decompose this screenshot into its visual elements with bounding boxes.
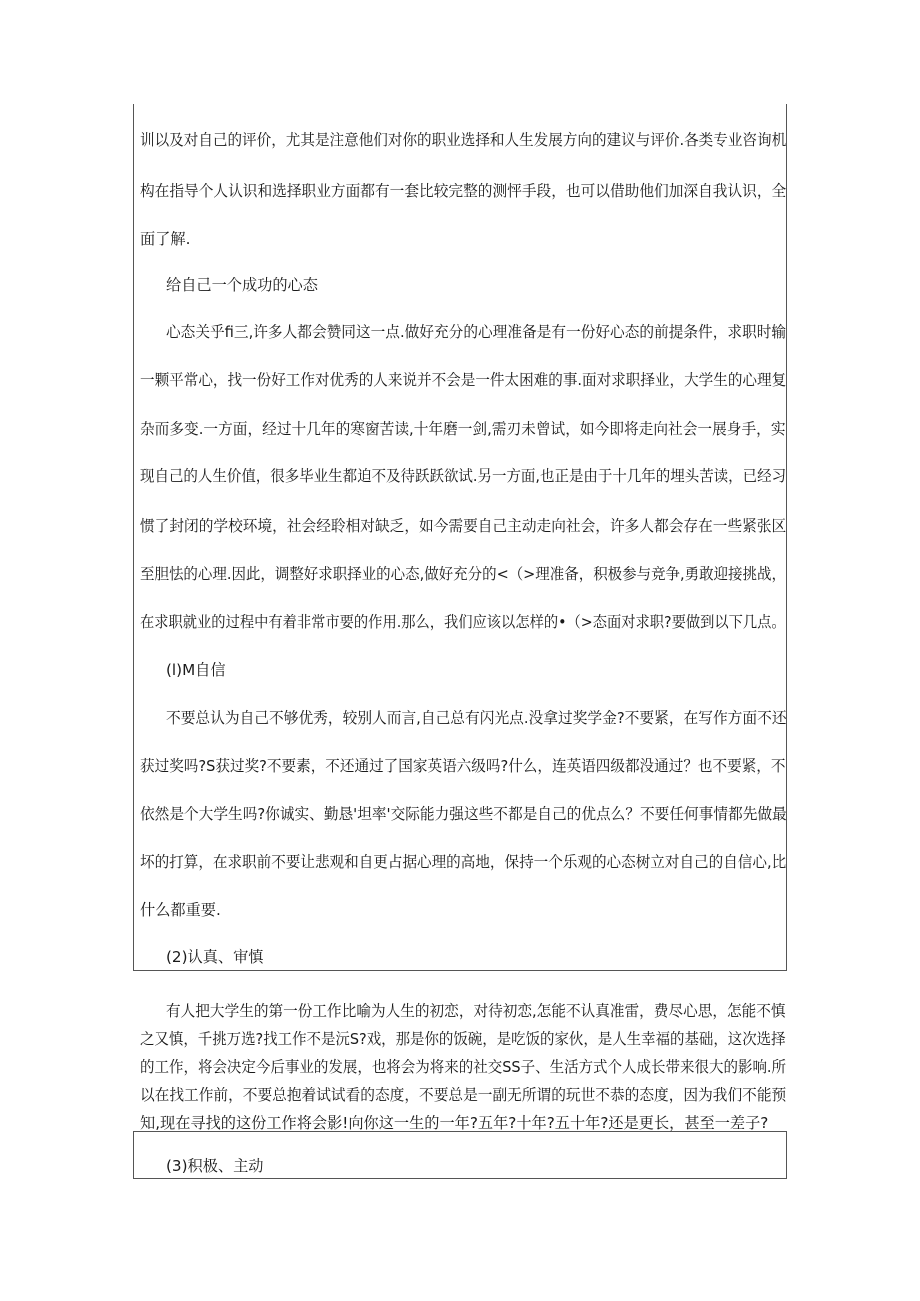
paragraph-line: 惯了封闭的学校环境，社会经聆相对缺乏，如今需要自己主动走向社会，许多人都会存在一些紧张区 (140, 517, 787, 535)
paragraph-line: 以在找工作前，不要总抱着试试看的态度，不要总是一副无所谓的玩世不恭的态度，因为我们不能预 (140, 1086, 787, 1104)
paragraph-line: 不要总认为自己不够优秀，较别人而言,自己总有闪光点.没拿过奖学金?不要紧，在写作方面不还 (166, 709, 787, 727)
paragraph-line: 在求职就业的过程中有着非常市要的作用.那么，我们应该以怎样的•（>态面对求职?要做到以下几点。 (140, 613, 786, 631)
paragraph-line: 训以及对自己的评价，尤其是注意他们对你的职业选择和人生发展方向的建议与评价.各类专业咨询机 (140, 131, 787, 149)
section-heading: (3)积极、主动 (166, 1157, 264, 1175)
paragraph-line: 依然是个大学生吗?你诚实、勤恳'坦率'交际能力强这些不都是自己的优点么？不要任何事情都先做最 (140, 805, 787, 823)
paragraph-line: 杂而多变.一方面，经过十几年的寒窗苦读,十年磨一剑,需刃未曾试，如今即将走向社会一展身手，实 (140, 420, 786, 438)
paragraph-line: 获过奖吗?S获过奖?不要素，不还通过了国家英语六级吗?什么，连英语四级都没通过？也不要紧，不 (140, 757, 786, 775)
paragraph-line: 至胆怯的心理.因此，调整好求职择业的心态,做好充分的<（>理准备，积极参与竞争,勇敢迎接挑战， (140, 565, 786, 583)
paragraph-line: 现自己的人生价值，很多毕业生都迫不及待跃跃欲试.另一方面,也正是由于十几年的埋头苦读，已经习 (140, 467, 787, 485)
section-heading: (l)M自信 (166, 661, 226, 679)
upper-bordered-block (133, 104, 787, 971)
paragraph-line: 一颗平常心，找一份好工作对优秀的人来说并不会是一件太困难的事.面对求职择业，大学生的心理复 (140, 371, 787, 389)
paragraph-line: 面了解. (140, 230, 191, 248)
paragraph-line: 有人把大学生的第一份工作比喻为人生的初恋，对待初恋,怎能不认真准雷，费尽心思，怎能不慎 (166, 1002, 786, 1020)
paragraph-line: 什么都重要. (140, 901, 221, 919)
section-heading: 给自己一个成功的心态 (166, 276, 318, 294)
paragraph-line: 心态关乎fi三,许多人都会赞同这一点.做好充分的心理准备是有一份好心态的前提条件，求职时输 (166, 323, 787, 341)
section-heading: (2)认真、审慎 (166, 948, 264, 966)
paragraph-line: 知,现在寻找的这份工作将会影!向你这一生的一年?五年?十年?五十年?还是更长，甚至一差子? (140, 1114, 769, 1132)
paragraph-line: 之又慎，千挑万选?找工作不是沅S?戏，那是你的饭碗，是吃饭的家伙，是人生幸福的基础，这次选择 (140, 1030, 786, 1048)
paragraph-line: 的工作，将会决定今后事业的发展，也将会为将来的社交SS子、生活方式个人成长带来很大的影响.所 (140, 1058, 787, 1076)
paragraph-line: 坏的打算，在求职前不要让悲观和自更占据心理的高地，保持一个乐观的心态树立对自己的自信心,比 (140, 853, 787, 871)
paragraph-line: 构在指导个人认识和选择职业方面都有一套比较完整的测怦手段，也可以借助他们加深自我认识，全 (140, 182, 787, 200)
